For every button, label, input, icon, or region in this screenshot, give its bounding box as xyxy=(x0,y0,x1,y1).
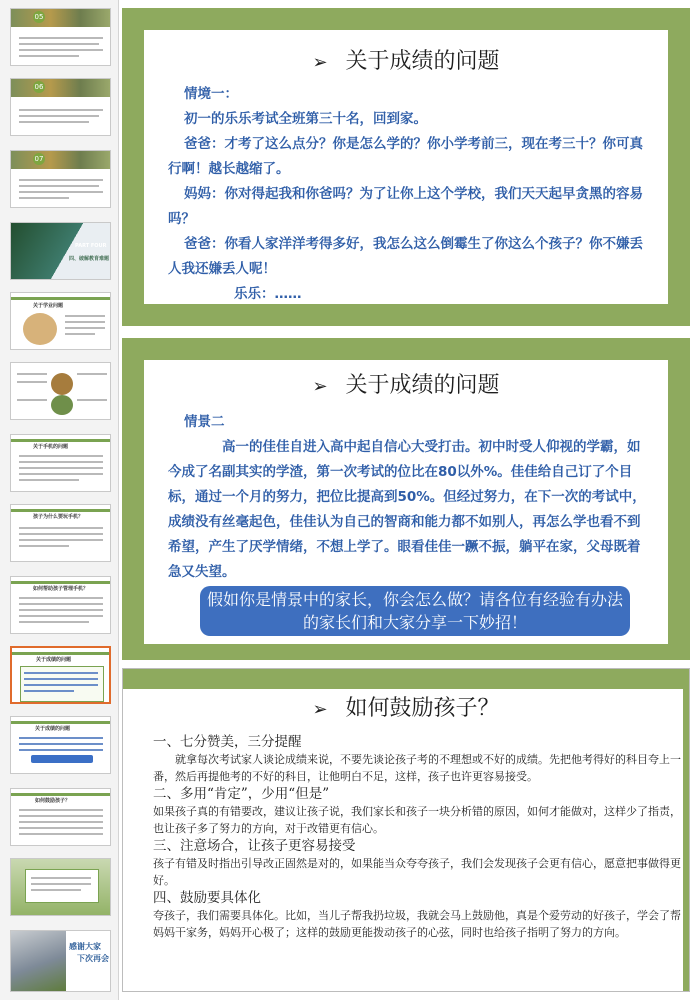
text-line xyxy=(19,461,103,463)
tip-text: 如果孩子真的有错要改，建议让孩子说，我们家长和孩子一块分析错的原因，如何才能做对，这样少了指责，也让孩子多了努力的方向，对于改错更有信心。 xyxy=(153,805,681,835)
slide-thumbnail-9[interactable] xyxy=(10,576,111,634)
slide-card xyxy=(144,30,668,304)
accent-line xyxy=(11,439,111,442)
scenario-line: 爸爸：才考了这么点分？你是怎么学的？你小学考前三，现在考三十？你可真行啊！越长越缩了。 xyxy=(168,136,643,177)
slide-title-text: 关于成绩的问题 xyxy=(345,49,500,74)
text-line xyxy=(17,373,47,375)
accent-line xyxy=(11,721,111,724)
text-line xyxy=(19,545,69,547)
slide-thumbnail-13[interactable] xyxy=(10,858,111,916)
arrow-bullet-icon: ➢ xyxy=(312,52,328,73)
tip-heading: 四、鼓励要具体化 xyxy=(153,890,261,906)
text-line xyxy=(19,737,103,739)
text-line xyxy=(65,321,105,323)
text-line xyxy=(65,333,95,335)
slide-thumbnail-12[interactable] xyxy=(10,788,111,846)
text-line xyxy=(19,749,103,751)
callout-box xyxy=(31,755,93,763)
text-line xyxy=(24,678,98,680)
arrow-bullet-icon: ➢ xyxy=(312,376,328,397)
text-line xyxy=(19,597,103,599)
text-line xyxy=(19,109,103,111)
slide-encourage-child xyxy=(122,668,690,992)
discussion-callout: 假如你是情景中的家长，你会怎么做？请各位有经验有办法的家长们和大家分享一下妙招！ xyxy=(200,586,630,636)
slide-thumbnail-4[interactable] xyxy=(10,222,111,280)
scenario-label: 情景二 xyxy=(184,414,225,430)
text-line xyxy=(19,809,103,811)
text-line xyxy=(65,327,105,329)
slide-thumbnail-11[interactable] xyxy=(10,716,111,774)
thumbnail-number: 06 xyxy=(34,83,44,91)
slide-title xyxy=(123,691,689,722)
text-line xyxy=(19,527,103,529)
thumbnail-frame xyxy=(25,869,99,903)
text-line xyxy=(19,815,103,817)
text-line xyxy=(19,479,79,481)
tip-heading: 二、多用“肯定”，少用“但是” xyxy=(153,786,330,802)
thumbnail-title: 如何鼓励孩子？ xyxy=(35,798,71,804)
slide-thumbnail-10-selected[interactable] xyxy=(10,646,111,704)
text-line xyxy=(19,615,103,617)
text-line xyxy=(19,121,89,123)
thumbnail-title: 孩子为什么要玩手机？ xyxy=(33,514,84,520)
slide-title-text: 如何鼓励孩子？ xyxy=(345,696,500,721)
thumbnail-photo xyxy=(11,9,110,27)
text-line xyxy=(19,455,103,457)
scenario-paragraph: 高一的佳佳自进入高中起自信心大受打击。初中时受人仰视的学霸，如今成了名副其实的学渣，第一次考试的位比在80以外%。佳佳给自己订了个目标，通过一个月的努力，把位比提高到50%。但经过努力，在下一次的考试中，成绩没有丝毫起色，佳佳认为自己的智商和能力都不如别人，再怎么学也看不到希望，产生了厌学情绪，不想上学了。眼看佳佳一蹶不振，躺平在家，父母既着急又失望。 xyxy=(168,439,646,580)
text-line xyxy=(24,672,98,674)
text-line xyxy=(19,827,103,829)
text-line xyxy=(19,49,103,51)
text-line xyxy=(19,37,103,39)
text-line xyxy=(77,399,107,401)
tip-heading: 一、七分赞美，三分提醒 xyxy=(153,734,302,750)
tip-text: 孩子有错及时指出引导改正固然是对的，如果能当众夸夸孩子，我们会发现孩子会更有信心，愿意把事做得更好。 xyxy=(153,857,681,887)
text-line xyxy=(77,373,107,375)
tip-heading: 三、注意场合，让孩子更容易接受 xyxy=(153,838,356,854)
slide-thumbnail-8[interactable] xyxy=(10,504,111,562)
slide-title-text: 关于成绩的问题 xyxy=(345,373,500,398)
thumbnail-number: 07 xyxy=(34,155,44,163)
illustration xyxy=(51,395,73,415)
thumbnail-title: 关于成绩的问题 xyxy=(35,726,71,732)
text-line xyxy=(19,55,79,57)
text-line xyxy=(19,833,103,835)
thumbnail-title: 关于学业问题 xyxy=(33,303,64,309)
slide-title xyxy=(144,368,668,399)
slide-thumbnail-7[interactable] xyxy=(10,434,111,492)
closing-text xyxy=(69,941,109,965)
text-line xyxy=(19,185,99,187)
text-line xyxy=(17,399,47,401)
scenario-line: 初一的乐乐考试全班第三十名，回到家。 xyxy=(184,111,427,127)
slide-thumbnail-2[interactable] xyxy=(10,78,111,136)
section-cover xyxy=(11,223,110,279)
thumbnail-title: 如何帮助孩子管理手机？ xyxy=(33,586,89,592)
text-line xyxy=(65,315,105,317)
text-line xyxy=(19,197,69,199)
text-line xyxy=(24,684,98,686)
scenario-line: 爸爸：你看人家洋洋考得多好，我怎么这么倒霉生了你这么个孩子？你不嫌丢人我还嫌丢人呢！ xyxy=(168,236,643,277)
tip-text: 就拿每次考试家人谈论成绩来说，不要先谈论孩子考的不理想或不好的成绩。先把他考得好的科目夸上一番，然后再提他考的不好的科目，让他明白不足，这样，孩子也许更容易接受。 xyxy=(153,753,681,783)
thumbnail-photo xyxy=(11,151,110,169)
slide-title xyxy=(144,44,668,75)
scenario-line: 妈妈：你对得起我和你爸吗？为了让你上这个学校，我们天天起早贪黑的容易吗？ xyxy=(168,186,643,227)
text-line xyxy=(19,43,99,45)
text-line xyxy=(19,115,99,117)
illustration xyxy=(23,313,57,345)
accent-line xyxy=(11,581,111,584)
text-line xyxy=(19,467,103,469)
tip-text: 夸孩子，我们需要具体化。比如，当儿子帮我扔垃圾，我就会马上鼓励他，真是个爱劳动的好孩子，学会了帮妈妈干家务，妈妈开心极了；这样的鼓励更能拨动孩子的心弦，同时也给孩子指明了努力的方向。 xyxy=(153,909,681,939)
part-title: 四、破解教育难题 xyxy=(69,256,110,262)
accent-line xyxy=(11,509,111,512)
text-line xyxy=(19,533,103,535)
encouragement-tips xyxy=(153,733,683,941)
accent-line xyxy=(11,297,111,300)
arrow-bullet-icon: ➢ xyxy=(312,699,328,720)
building-photo xyxy=(11,931,66,991)
text-line xyxy=(17,381,47,383)
text-line xyxy=(19,179,103,181)
accent-line xyxy=(11,793,111,796)
top-accent-bar xyxy=(123,669,689,689)
slide-thumbnail-14[interactable] xyxy=(10,930,111,992)
text-line xyxy=(19,191,103,193)
accent-line xyxy=(12,652,111,655)
slide-thumbnail-3[interactable] xyxy=(10,150,111,208)
slide-thumbnail-panel xyxy=(0,0,119,1000)
thumbnail-title: 关于手机的问题 xyxy=(33,444,69,450)
scenario-text xyxy=(168,410,652,585)
illustration xyxy=(51,373,73,395)
text-line xyxy=(19,743,103,745)
slide-thumbnail-6[interactable] xyxy=(10,362,111,420)
scenario-line: 乐乐：…… xyxy=(234,286,302,302)
text-line xyxy=(19,621,89,623)
scenario-text xyxy=(168,82,648,307)
closing-line-2: 下次再会 xyxy=(77,954,109,963)
scenario-label: 情境一： xyxy=(184,86,238,102)
text-line xyxy=(24,690,74,692)
text-line xyxy=(31,889,81,891)
text-line xyxy=(19,609,103,611)
slide-scenario-one xyxy=(122,8,690,326)
text-line xyxy=(19,539,103,541)
text-line xyxy=(31,877,91,879)
slide-scenario-two xyxy=(122,338,690,660)
text-line xyxy=(31,883,91,885)
thumbnail-number: 05 xyxy=(34,13,44,21)
slide-thumbnail-5[interactable] xyxy=(10,292,111,350)
slide-thumbnail-1[interactable] xyxy=(10,8,111,66)
part-label: PART FOUR xyxy=(75,243,107,249)
thumbnail-photo xyxy=(11,79,110,97)
text-line xyxy=(19,473,103,475)
text-line xyxy=(19,821,103,823)
closing-line-1: 感谢大家 xyxy=(69,942,101,951)
text-line xyxy=(19,603,103,605)
thumbnail-title: 关于成绩的问题 xyxy=(36,657,72,663)
